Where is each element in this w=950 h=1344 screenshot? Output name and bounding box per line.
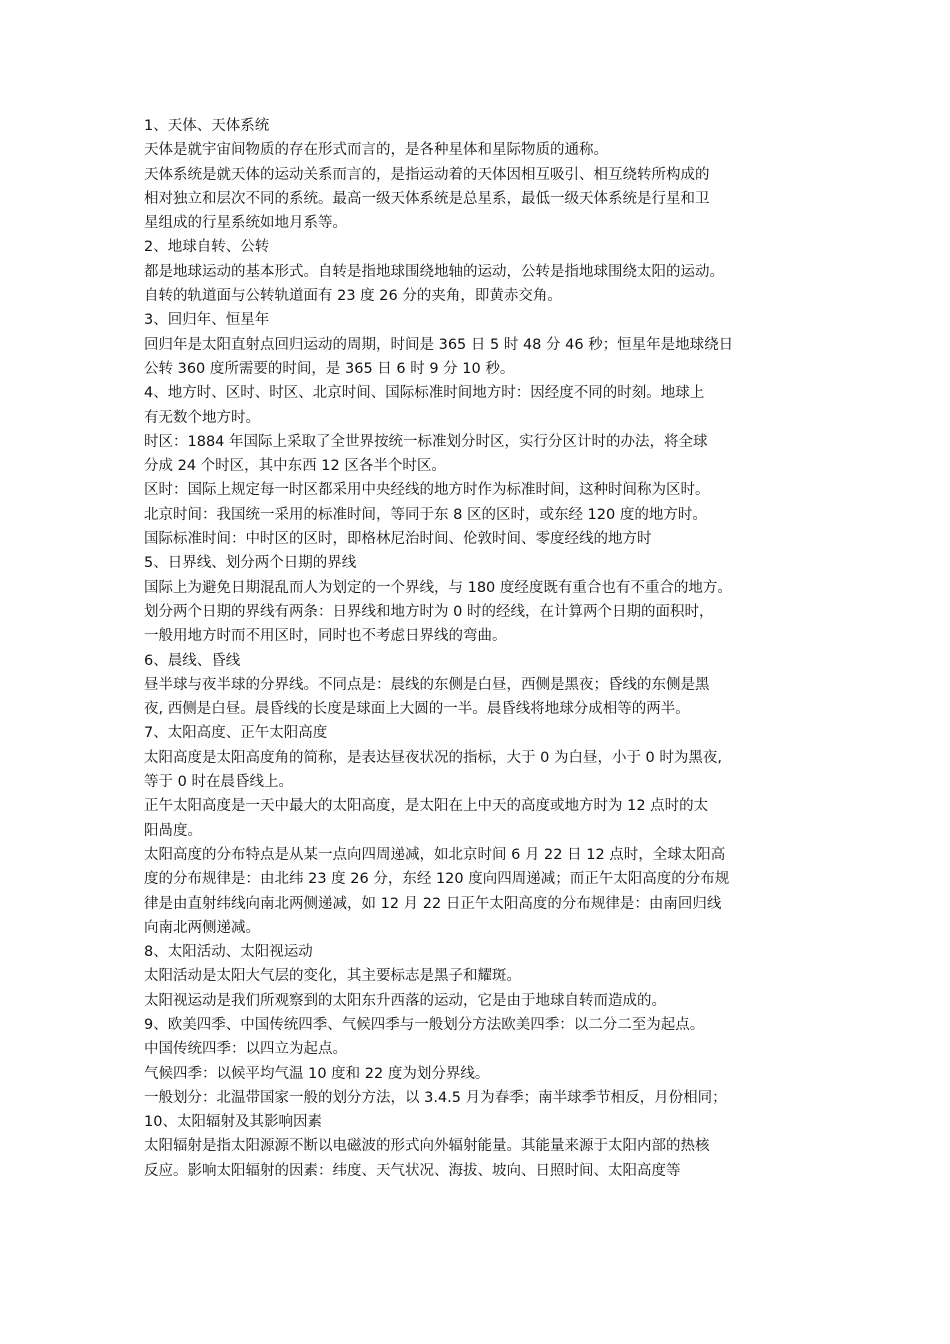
paragraph-line: 区时：国际上规定每一时区都采用中央经线的地方时作为标准时间，这种时间称为区时。 <box>144 482 710 499</box>
paragraph-line: 中国传统四季：以四立为起点。 <box>144 1041 347 1058</box>
section-heading-3: 3、回归年、恒星年 <box>144 312 270 329</box>
paragraph-line: 国际上为避免日期混乱而人为划定的一个界线，与 180 度经度既有重合也有不重合的地方。 <box>144 579 732 596</box>
section-heading-5: 5、日界线、划分两个日期的界线 <box>144 555 357 572</box>
paragraph-line: 划分两个日期的界线有两条：日界线和地方时为 0 时的经线，在计算两个日期的面积时， <box>144 603 714 620</box>
paragraph-line: 国际标准时间：中时区的区时，即格林尼治时间、伦敦时间、零度经线的地方时 <box>144 531 652 548</box>
paragraph-line: 太阳视运动是我们所观察到的太阳东升西落的运动，它是由于地球自转而造成的。 <box>144 992 666 1009</box>
section-heading-4: 4、地方时、区时、时区、北京时间、国际标准时间地方时：因经度不同的时刻。地球上 <box>144 385 705 402</box>
section-heading-1: 1、天体、天体系统 <box>144 118 270 134</box>
paragraph-line: 太阳高度是太阳高度角的简称，是表达昼夜状况的指标，大于 0 为白昼，小于 0 时为黑夜, <box>144 749 722 766</box>
paragraph-line: 相对独立和层次不同的系统。最高一级天体系统是总星系，最低一级天体系统是行星和卫 <box>144 190 710 207</box>
paragraph-line: 一般划分：北温带国家一般的划分方法，以 3.4.5 月为春季；南半球季节相反，月份相同； <box>144 1089 727 1106</box>
paragraph-line: 太阳活动是太阳大气层的变化，其主要标志是黑子和耀斑。 <box>144 968 521 985</box>
paragraph-line: 气候四季：以候平均气温 10 度和 22 度为划分界线。 <box>144 1065 490 1082</box>
paragraph-line: 公转 360 度所需要的时间，是 365 日 6 时 9 分 10 秒。 <box>144 360 515 377</box>
paragraph-line: 有无数个地方时。 <box>144 409 260 426</box>
section-heading-10: 10、太阳辐射及其影响因素 <box>144 1114 322 1131</box>
paragraph-line: 太阳辐射是指太阳源源不断以电磁波的形式向外辐射能量。其能量来源于太阳内部的热核 <box>144 1138 710 1155</box>
paragraph-line: 等于 0 时在晨昏线上。 <box>144 774 293 791</box>
section-heading-6: 6、晨线、昏线 <box>144 652 241 669</box>
paragraph-line: 自转的轨道面与公转轨道面有 23 度 26 分的夹角，即黄赤交角。 <box>144 288 562 305</box>
section-heading-2: 2、地球自转、公转 <box>144 239 270 256</box>
paragraph-line: 夜, 西侧是白昼。晨昏线的长度是球面上大圆的一半。晨昏线将地球分成相等的两半。 <box>144 701 690 718</box>
section-heading-9: 9、欧美四季、中国传统四季、气候四季与一般划分方法欧美四季：以二分二至为起点。 <box>144 1016 705 1033</box>
paragraph-line: 昼半球与夜半球的分界线。不同点是：晨线的东侧是白昼，西侧是黑夜；昏线的东侧是黑 <box>144 676 710 693</box>
paragraph-line: 北京时间：我国统一采用的标准时间，等同于东 8 区的区时，或东经 120 度的地方时。 <box>144 506 707 523</box>
paragraph-line: 律是由直射纬线向南北两侧递减，如 12 月 22 日正午太阳高度的分布规律是：由南回归线 <box>144 895 722 912</box>
section-heading-7: 7、太阳高度、正午太阳高度 <box>144 725 328 742</box>
paragraph-line: 向南北两侧递减。 <box>144 919 260 936</box>
document-body <box>144 114 812 1183</box>
paragraph-line: 正午太阳高度是一天中最大的太阳高度，是太阳在上中天的高度或地方时为 12 点时的太 <box>144 798 709 815</box>
section-heading-8: 8、太阳活动、太阳视运动 <box>144 944 313 961</box>
paragraph-line: 星组成的行星系统如地月系等。 <box>144 215 347 232</box>
paragraph-line: 都是地球运动的基本形式。自转是指地球围绕地轴的运动，公转是指地球围绕太阳的运动。 <box>144 263 724 280</box>
paragraph-line: 天体是就宇宙间物质的存在形式而言的，是各种星体和星际物质的通称。 <box>144 142 608 159</box>
paragraph-line: 度的分布规律是：由北纬 23 度 26 分，东经 120 度向四周递减；而正午太阳高度的分布规 <box>144 871 730 888</box>
paragraph-line: 反应。影响太阳辐射的因素：纬度、天气状况、海拔、坡向、日照时间、太阳高度等 <box>144 1162 681 1179</box>
paragraph-line: 太阳高度的分布特点是从某一点向四周递减，如北京时间 6 月 22 日 12 点时，全球太阳高 <box>144 846 726 863</box>
paragraph-line: 时区：1884 年国际上采取了全世界按统一标准划分时区，实行分区计时的办法，将全球 <box>144 433 708 450</box>
paragraph-line: 天体系统是就天体的运动关系而言的，是指运动着的天体因相互吸引、相互绕转所构成的 <box>144 166 710 183</box>
paragraph-line: 分成 24 个时区，其中东西 12 区各半个时区。 <box>144 458 446 475</box>
paragraph-line: 阳咼度。 <box>144 822 202 839</box>
paragraph-line: 一般用地方时而不用区时，同时也不考虑日界线的弯曲。 <box>144 628 507 645</box>
paragraph-line: 回归年是太阳直射点回归运动的周期，时间是 365 日 5 时 48 分 46 秒；恒星年是地球绕日 <box>144 336 734 353</box>
